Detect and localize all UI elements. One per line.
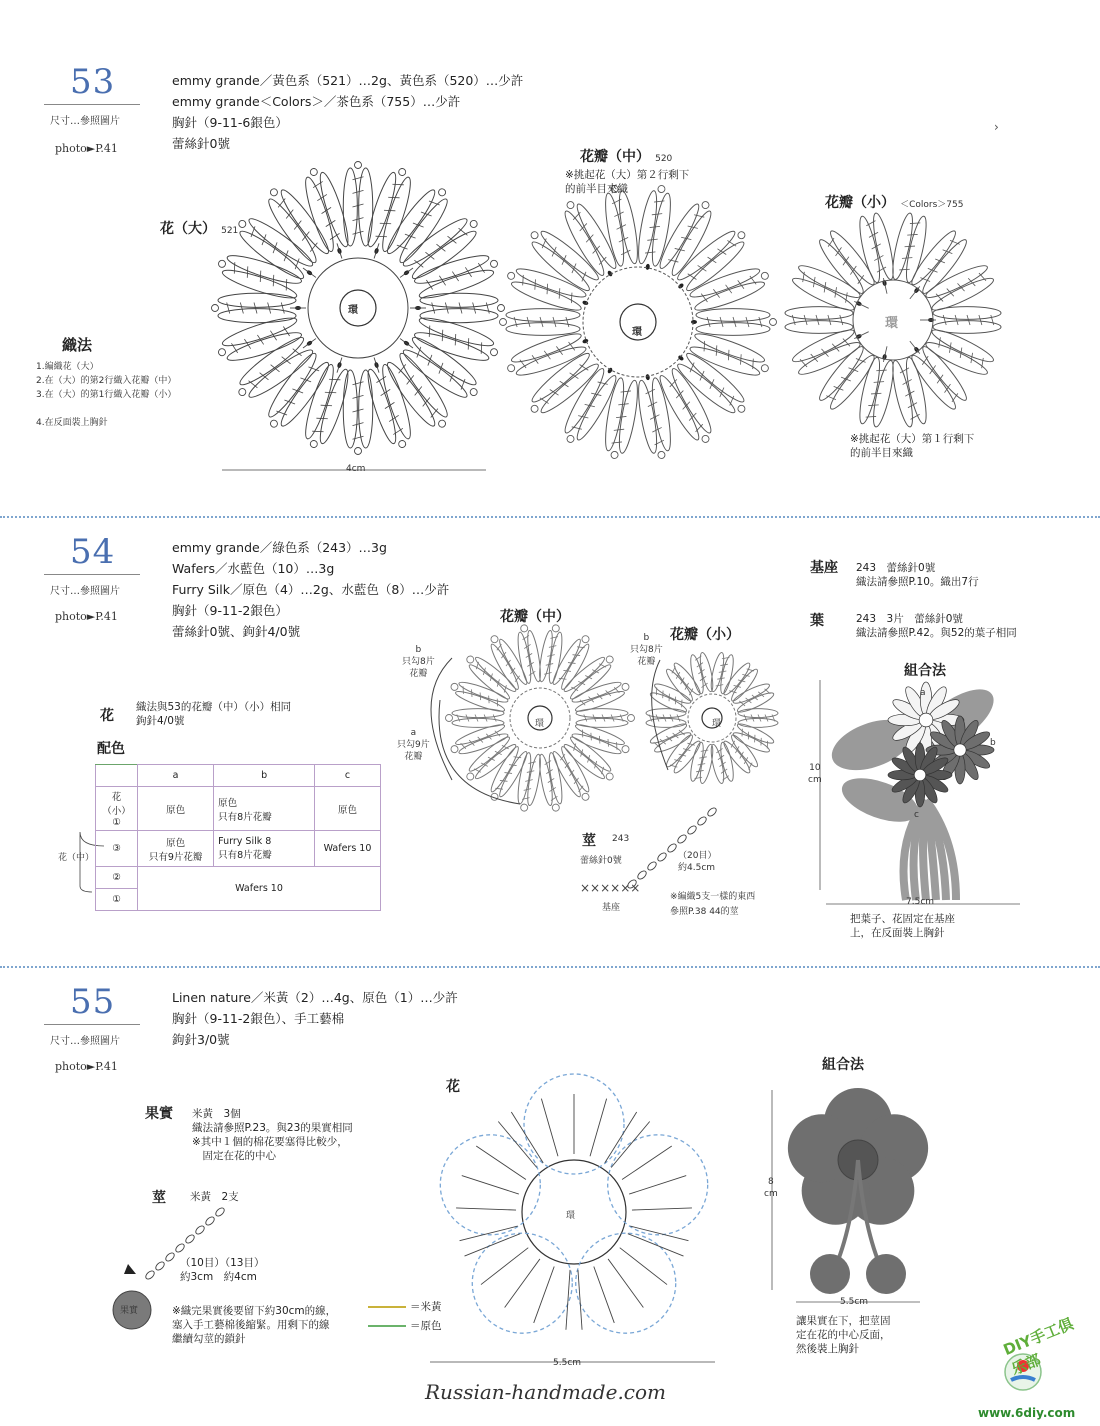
petal — [904, 227, 970, 301]
bracket-b-small — [652, 660, 668, 770]
assembly-height-55: 8 cm — [764, 1177, 778, 1199]
table-cell: 原色 只有9片花瓣 — [138, 831, 214, 867]
ring-label-54mid: 環 — [535, 719, 545, 729]
table-cell: 原色 只有8片花瓣 — [214, 787, 315, 831]
fruit-circle-label: 果實 — [120, 1306, 139, 1316]
table-header-b: b — [214, 765, 315, 787]
chain-stitch — [706, 806, 717, 817]
number-underline — [44, 574, 140, 575]
petal — [557, 361, 623, 448]
petal-small-label: 花瓣（小） — [825, 195, 895, 211]
petal-mid-chart — [500, 183, 777, 460]
table-header-a: a — [138, 765, 214, 787]
petal-small-code: ＜Colors＞755 — [900, 200, 964, 210]
center-ring — [308, 258, 408, 358]
dimension-4cm: 4cm — [346, 464, 366, 474]
legend-beige: ＝米黃 — [368, 1300, 442, 1314]
materials-54 — [172, 537, 449, 642]
size-note: 尺寸…參照圖片 — [50, 116, 120, 127]
arrow-marker — [124, 1264, 136, 1274]
b-note-mid: b 只勾8片 花瓣 — [402, 645, 435, 679]
chain-stitch — [656, 851, 667, 862]
stitch — [534, 1267, 554, 1323]
petal — [550, 631, 595, 691]
assembly-note-55: 讓果實在下，把莖固 定在花的中心反面， 然後裝上胸針 — [796, 1315, 891, 1355]
assembly-height-54: 10 cm — [808, 763, 822, 785]
table-cell: Wafers 10 — [315, 831, 381, 867]
petal — [634, 183, 675, 272]
material-line: 胸針（9-11-2銀色）、手工藝棉 — [172, 1011, 345, 1026]
material-line: 鉤針3/0號 — [172, 1032, 230, 1047]
material-line: 胸針（9-11-2銀色） — [172, 603, 288, 618]
stem-hook-54: 蕾絲針0號 — [580, 856, 622, 866]
stitch — [462, 1176, 519, 1195]
a-note-mid: a 只勾9片 花瓣 — [397, 728, 430, 762]
petal — [688, 329, 773, 382]
petal — [785, 307, 853, 334]
stitch — [505, 1259, 540, 1308]
legend-natural: ＝原色 — [368, 1319, 442, 1333]
material-line: emmy grande／黃色系（521）…2g、黃色系（520）…少許 — [172, 73, 524, 88]
stitch — [622, 1146, 672, 1180]
petal — [601, 377, 641, 461]
method-step: 2.在（大）的第2行織入花瓣（中） — [36, 376, 177, 386]
stitch — [476, 1146, 526, 1180]
petal-mid-label: 花瓣（中） — [580, 149, 650, 165]
stem-note-54: ※編織5支一樣的東西 參照P.38 44的莖 — [670, 892, 756, 917]
size-note: 尺寸…參照圖片 — [50, 586, 120, 597]
stitch — [611, 1121, 649, 1167]
petal-mid-code: 520 — [655, 154, 673, 164]
stitch — [498, 1121, 536, 1167]
photo-ref: photo►P.41 — [55, 1060, 118, 1073]
method-steps — [36, 360, 176, 430]
assembly-title-55: 組合法 — [822, 1057, 864, 1073]
assembly-letter-b: b — [990, 738, 996, 748]
material-line: Wafers／水藍色（10）…3g — [172, 561, 335, 576]
petal — [462, 650, 519, 702]
method-step: 4.在反面裝上胸針 — [36, 418, 108, 428]
fruit-label: 果實 — [145, 1106, 173, 1122]
assembly-illustration-55 — [772, 1088, 928, 1302]
petal — [537, 752, 566, 813]
petal — [562, 734, 619, 786]
material-line: emmy grande／綠色系（243）…3g — [172, 540, 387, 555]
chain-stitch — [154, 1260, 165, 1271]
table-cell: 原色 — [138, 787, 214, 831]
row-mid-label: 花（中） — [58, 853, 95, 863]
stitch — [456, 1208, 516, 1210]
stem-label-54: 莖 — [582, 833, 596, 849]
color-table-title: 配色 — [97, 741, 125, 757]
ring-circle — [340, 290, 376, 326]
chain-stitch — [204, 1215, 215, 1226]
materials-55 — [172, 987, 458, 1050]
chain-stitch — [164, 1251, 175, 1262]
petal — [576, 709, 635, 728]
petal — [688, 262, 773, 315]
chain-stitch — [666, 842, 677, 853]
chain-stitch — [174, 1242, 185, 1253]
petal — [446, 709, 505, 728]
pattern-number-55: 55 — [70, 982, 116, 1022]
table-cell-wafers: Wafers 10 — [138, 867, 381, 911]
petal — [670, 223, 753, 298]
petal — [889, 212, 930, 284]
fruit-text: 米黃 3個 織法請參照P.23。與23的果實相同 ※其中１個的棉花要塞得比較少， 固定在花的中心 — [192, 1108, 353, 1162]
material-line: 蕾絲針0號 — [172, 136, 230, 151]
stitch — [481, 1248, 528, 1285]
size-note: 尺寸…參照圖片 — [50, 1036, 120, 1047]
petal — [231, 210, 321, 286]
petal — [790, 261, 867, 317]
petal-mid-label-54: 花瓣（中） — [500, 609, 570, 625]
chain-stitch — [214, 1206, 225, 1217]
chain-stitch — [636, 869, 647, 880]
petal — [462, 734, 519, 786]
stitch — [541, 1099, 558, 1157]
number-underline — [44, 1024, 140, 1025]
row-small-label: 花（小） ① — [96, 787, 138, 831]
flower-large-chart — [212, 162, 505, 455]
table-cell: 原色 — [315, 787, 381, 831]
base-text: 243 蕾絲針0號 織法請參照P.10。織出7行 — [856, 562, 979, 588]
ring-label-55: 環 — [566, 1211, 576, 1221]
flower-note-54: 織法與53的花瓣（中）（小）相同 鉤針4/0號 — [136, 701, 292, 727]
stitch — [632, 1208, 692, 1210]
assembly-illustration-54 — [820, 678, 1020, 904]
petal — [485, 631, 530, 691]
petal — [231, 330, 321, 406]
petal-small-label-54: 花瓣（小） — [670, 627, 740, 643]
base-small-label: 基座 — [602, 903, 621, 913]
chain-stitch — [646, 860, 657, 871]
petal — [670, 346, 753, 421]
color-table — [95, 764, 381, 911]
flower-large-label: 花（大） — [160, 221, 216, 237]
photo-ref: photo►P.41 — [55, 142, 118, 155]
material-line: 胸針（9-11-6銀色） — [172, 115, 288, 130]
flower-width-55: 5.5cm — [553, 1358, 582, 1368]
material-line: Furry Silk／原色（4）…2g、水藍色（8）…少許 — [172, 582, 450, 597]
photo-ref: photo►P.41 — [55, 610, 118, 623]
yarn-color-natural — [368, 1325, 406, 1327]
table-header-c: c — [315, 765, 381, 787]
assembly-note-54: 把葉子、花固定在基座 上，在反面裝上胸針 — [850, 913, 955, 939]
assembly-center — [914, 769, 926, 781]
petal — [655, 195, 718, 278]
petal — [395, 330, 485, 406]
petal-mid-title — [580, 146, 672, 166]
flower-label-55: 花 — [446, 1079, 460, 1095]
method-title: 織法 — [62, 336, 93, 354]
stitch — [511, 1112, 543, 1163]
row-mid-num2: ② — [96, 867, 138, 889]
petal — [514, 623, 543, 684]
stitch — [590, 1099, 607, 1157]
stitch — [620, 1248, 667, 1285]
pattern-number-54: 54 — [70, 532, 116, 572]
material-line: 蕾絲針0號、鉤針4/0號 — [172, 624, 301, 639]
page-mark: › — [994, 120, 999, 134]
fruit — [866, 1254, 906, 1294]
stem-code-54: 243 — [612, 834, 630, 844]
stitch — [608, 1259, 643, 1308]
petal — [485, 744, 530, 804]
petal — [928, 307, 1001, 334]
stitch — [629, 1176, 686, 1195]
material-line: emmy grande＜Colors＞／茶色系（755）…少許 — [172, 94, 461, 109]
material-line: Linen nature／米黃（2）…4g、原色（1）…少許 — [172, 990, 458, 1005]
materials-53 — [172, 70, 523, 154]
petal — [562, 650, 619, 702]
petal — [655, 366, 718, 449]
flower-label-54: 花 — [100, 708, 114, 724]
stitch — [578, 1270, 582, 1330]
flower-large-code: 521 — [221, 226, 239, 236]
petal — [500, 309, 581, 336]
chain-stitch — [686, 824, 697, 835]
club-text: DIY手工俱乐部 — [1000, 1314, 1077, 1379]
assembly-center — [919, 713, 933, 727]
row-mid-num1: ① — [96, 889, 138, 911]
base-stitches: ×××××× — [580, 881, 641, 895]
fruit-note: ※織完果實後要留下約30cm的線， 塞入手工藝棉後縮緊。用剩下的線 繼續勾莖的鎖針 — [172, 1305, 337, 1345]
petal-small-title — [825, 192, 963, 212]
assembly-title-54: 組合法 — [904, 663, 946, 679]
assembly-width-54: 7.5cm — [906, 897, 935, 907]
stitch — [594, 1267, 614, 1323]
petal — [550, 744, 595, 804]
base-label: 基座 — [810, 560, 838, 576]
petal — [691, 309, 777, 336]
assembly-letter-a: a — [920, 688, 926, 698]
assembly-letter-c: c — [914, 810, 919, 820]
stitch — [605, 1112, 637, 1163]
petal-mid-note: ※挑起花（大）第２行剩下 的前半目來織 — [565, 169, 690, 195]
leaf-text: 243 3片 蕾絲針0號 織法請參照P.42。與52的葉子相同 — [856, 613, 1017, 639]
pattern-number-53: 53 — [70, 62, 116, 102]
chain-stitch — [194, 1224, 205, 1235]
petal — [557, 195, 623, 282]
site-url: www.6diy.com — [978, 1406, 1076, 1420]
section-divider — [0, 516, 1100, 518]
center-ring — [583, 267, 693, 377]
yarn-color-beige — [368, 1306, 406, 1308]
chain-stitch — [696, 815, 707, 826]
flower-large-title — [160, 218, 238, 238]
stem-counts-55: （10目）（13目） 約3cm 約4cm — [180, 1257, 265, 1283]
assembly-width-55: 5.5cm — [840, 1297, 869, 1307]
ring-label-small: 環 — [885, 316, 899, 331]
fruit — [810, 1254, 850, 1294]
row-mid-num3: ③ — [96, 831, 138, 867]
section-divider — [0, 966, 1100, 968]
leaf-label: 葉 — [810, 613, 824, 629]
petal — [904, 339, 970, 413]
ring-label-mid: 環 — [632, 327, 642, 338]
petal — [634, 372, 675, 461]
stem-text-55: 米黃 2支 — [190, 1191, 239, 1203]
stem-count-54: （20目） 約4.5cm — [678, 851, 717, 873]
chain-stitch — [676, 833, 687, 844]
method-step: 3.在（大）的第1行織入花瓣（小） — [36, 390, 177, 400]
petal — [537, 623, 566, 684]
chain-stitch — [184, 1233, 195, 1244]
ring-label-large: 環 — [348, 305, 358, 316]
club-logo — [975, 1314, 1085, 1416]
b-note-small: b 只勾8片 花瓣 — [630, 633, 663, 667]
ring-label-54small: 環 — [712, 719, 722, 729]
watermark: Russian-handmade.com — [425, 1380, 667, 1404]
petal — [395, 210, 485, 286]
assembly-center — [954, 744, 966, 756]
stem-label-55: 莖 — [152, 1190, 166, 1206]
method-step: 1.編織花（大） — [36, 362, 99, 372]
table-cell: Furry Silk 8 只有8片花瓣 — [214, 831, 315, 867]
petal — [856, 351, 898, 428]
petal-small-note: ※挑起花（大）第１行剩下 的前半目來織 — [850, 433, 975, 459]
chain-stitch — [144, 1269, 155, 1280]
petal — [889, 356, 930, 428]
number-underline — [44, 104, 140, 105]
